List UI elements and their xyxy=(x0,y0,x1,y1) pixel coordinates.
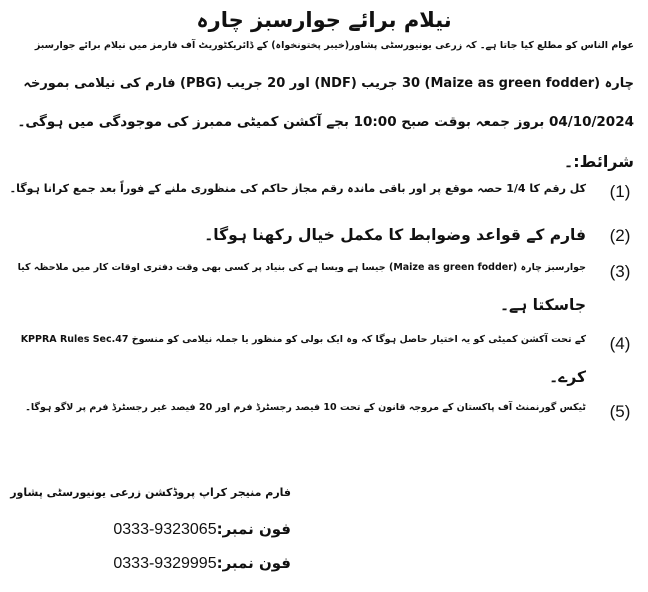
phone-number-2: 0333-9329995 xyxy=(113,555,217,572)
condition-3-number: (3) xyxy=(609,262,631,281)
page-title: نیلام برائے جوارسبز چارہ xyxy=(196,8,452,32)
intro-line-2: چارہ (Maize as green fodder) 30 جریب (NDF) اور 20 جریب (PBG) فارم کی نیلامی بمورخہ xyxy=(23,76,634,91)
condition-3-text-line-1: جوارسبز چارہ (Maize as green fodder) جیسا ہے ویسا ہے کی بنیاد پر کسی بھی وقت دفتری اوقات کار میں ملاحظہ کیا xyxy=(17,262,586,273)
phone-line-1 xyxy=(113,520,291,539)
phone-label: فون نمبر: xyxy=(216,554,291,572)
condition-4-number: (4) xyxy=(609,334,631,353)
conditions-heading: شرائط:۔ xyxy=(563,152,634,171)
condition-5-text: ٹیکس گورنمنٹ آف پاکستان کے مروجہ قانون کے تحت 10 فیصد رجسٹرڈ فرم اور 20 فیصد غیر رجسٹرڈ فرم پر لاگو ہوگا۔ xyxy=(25,402,586,413)
phone-line-2 xyxy=(113,554,291,573)
condition-4-text-line-1: KPPRA Rules Sec.47 کے تحت آکشن کمیٹی کو یہ اختیار حاصل ہوگا کہ وہ ایک بولی کو منظور یا جملہ نیلامی کو منسوخ xyxy=(20,334,586,345)
signature-name: فارم منیجر کراپ پروڈکشن زرعی یونیورسٹی پشاور xyxy=(10,486,291,499)
condition-1-number: (1) xyxy=(609,182,631,201)
condition-3-text-line-2: جاسکتا ہے۔ xyxy=(499,296,586,314)
condition-4-text-line-2: کرے۔ xyxy=(549,368,586,386)
condition-2-text: فارم کے قواعد وضوابط کا مکمل خیال رکھنا ہوگا۔ xyxy=(204,226,586,244)
condition-5-number: (5) xyxy=(609,402,631,421)
condition-2-number: (2) xyxy=(609,226,631,245)
phone-label: فون نمبر: xyxy=(216,520,291,538)
condition-1-text: کل رقم کا 1/4 حصہ موقع پر اور باقی ماندہ رقم مجاز حاکم کی منظوری ملنے کے فوراً بعد جمع کرانا ہوگا۔ xyxy=(9,182,586,195)
intro-line-3: 04/10/2024 بروز جمعہ بوقت صبح 10:00 بجے آکشن کمیٹی ممبرز کی موجودگی میں ہوگی۔ xyxy=(17,114,634,130)
phone-number-1: 0333-9323065 xyxy=(113,521,217,538)
intro-line-1: عوام الناس کو مطلع کیا جاتا ہے۔ کہ زرعی یونیورسٹی پشاور(خیبر پختونخواہ) کے ڈائریکٹوریٹ آف فارمز میں نیلام برائے جوارسبز xyxy=(34,40,634,51)
